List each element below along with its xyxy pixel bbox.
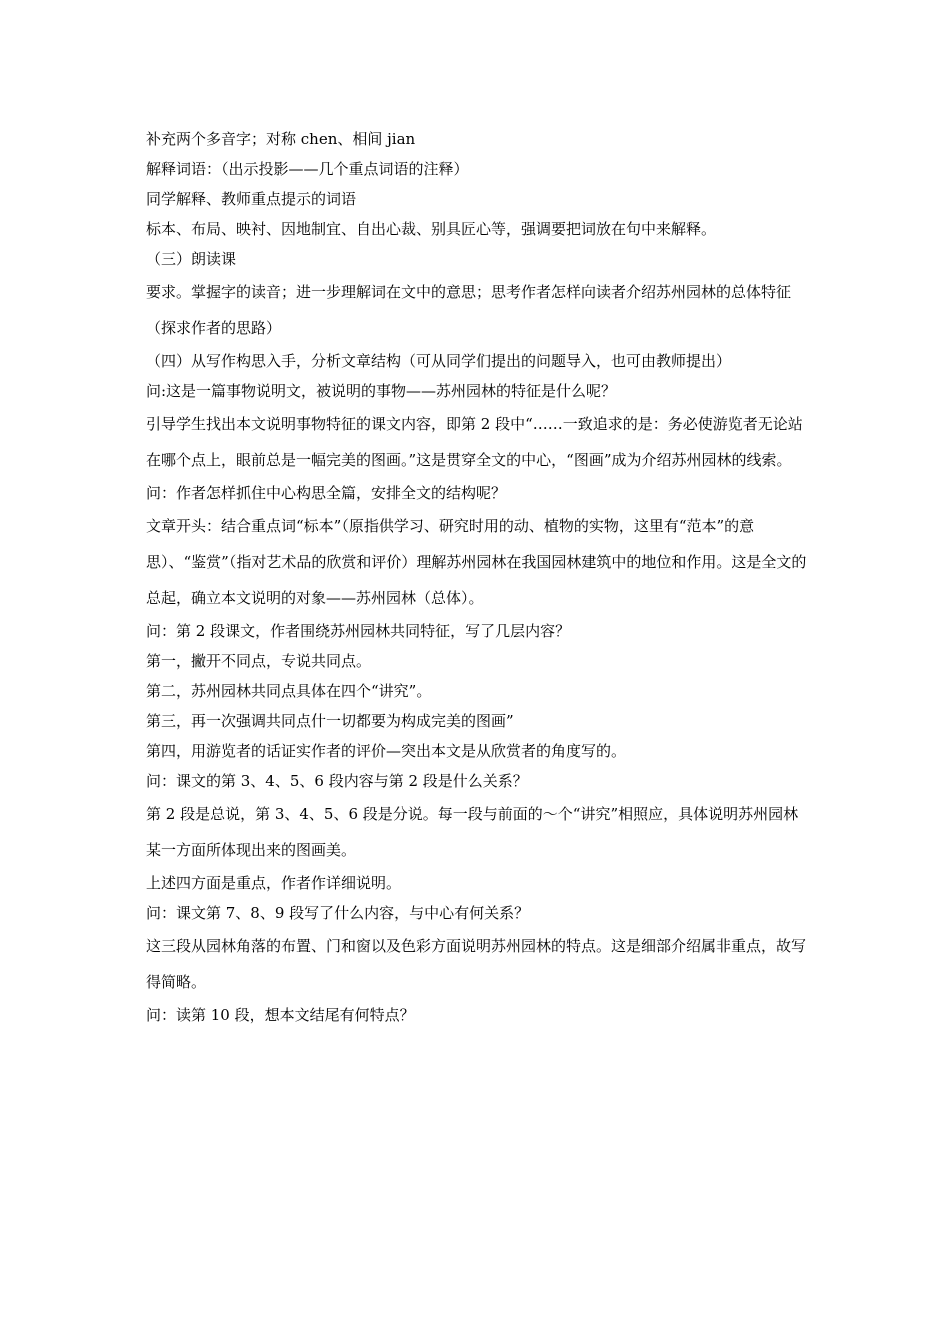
question-1: [146, 376, 811, 406]
paragraph-text: 补充两个多音字；对称 chen、相间 jian: [146, 130, 416, 148]
paragraph-student-explain: [146, 184, 811, 214]
paragraph-text: 要求。掌握字的读音；进一步理解词在文中的意思；思考作者怎样向读者介绍苏州园林的总体特征（探求作者的思路）: [146, 283, 792, 337]
paragraph-text: 第一，撇开不同点，专说共同点。: [146, 652, 372, 670]
paragraph-text: 问：作者怎样抓住中心构思全篇，安排全文的结构呢？: [146, 484, 507, 502]
paragraph-text: 问：课文第 7、8、9 段写了什么内容，与中心有何关系？: [146, 904, 530, 922]
paragraph-text: 问：课文的第 3、4、5、6 段内容与第 2 段是什么关系？: [146, 772, 528, 790]
paragraph-opening: [146, 508, 811, 616]
paragraph-text: 这三段从园林角落的布置、门和窗以及色彩方面说明苏州园林的特点。这是细部介绍属非重点，故写得简略。: [146, 937, 807, 991]
question-6: [146, 1000, 811, 1030]
paragraph-text: 同学解释、教师重点提示的词语: [146, 190, 357, 208]
paragraph-relation: [146, 796, 811, 868]
paragraph-text: 问：读第 10 段，想本文结尾有何特点？: [146, 1006, 415, 1024]
paragraph-guide: [146, 406, 811, 478]
paragraph-text: （四）从写作构思入手，分析文章结构（可从同学们提出的问题导入，也可由教师提出）: [146, 352, 732, 370]
point-3: [146, 706, 811, 736]
paragraph-text: 第三，再一次强调共同点什一切都要为构成完美的图画”: [146, 712, 514, 730]
paragraph-text: 文章开头：结合重点词“标本”（原指供学习、研究时用的动、植物的实物，这里有“范本”的意思）、“鉴赏”（指对艺术品的欣赏和评价）理解苏州园林在我国园林建筑中的地位和作用。这是全文的总起，确立本文说明的对象——苏州园林（总体）。: [146, 517, 807, 607]
document-body: [146, 124, 811, 1030]
paragraph-text: 解释词语：（出示投影——几个重点词语的注释）: [146, 160, 469, 178]
paragraph-text: 第 2 段是总说，第 3、4、5、6 段是分说。每一段与前面的～个“讲究”相照应，具体说明苏州园林某一方面所体现出来的图画美。: [146, 805, 799, 859]
paragraph-text: 第四，用游览者的话证实作者的评价—突出本文是从欣赏者的角度写的。: [146, 742, 627, 760]
question-2: [146, 478, 811, 508]
paragraph-requirements: [146, 274, 811, 346]
point-2: [146, 676, 811, 706]
paragraph-word-list: [146, 214, 811, 244]
paragraph-polyphonic: [146, 124, 811, 154]
paragraph-text: 第二，苏州园林共同点具体在四个“讲究”。: [146, 682, 432, 700]
paragraph-explain-words: [146, 154, 811, 184]
paragraph-text: 上述四方面是重点，作者作详细说明。: [146, 874, 402, 892]
paragraph-text: 引导学生找出本文说明事物特征的课文内容，即第 2 段中“……一致追求的是：务必使游览者无论站在哪个点上，眼前总是一幅完美的图画。”这是贯穿全文的中心，“图画”成为介绍苏州园林的线索。: [146, 415, 803, 469]
section-heading-4: [146, 346, 811, 376]
paragraph-details: [146, 928, 811, 1000]
question-4: [146, 766, 811, 796]
paragraph-emphasis: [146, 868, 811, 898]
paragraph-text: 标本、布局、映衬、因地制宜、自出心裁、别具匠心等，强调要把词放在句中来解释。: [146, 220, 717, 238]
paragraph-text: 问：第 2 段课文，作者围绕苏州园林共同特征，写了几层内容？: [146, 622, 571, 640]
question-3: [146, 616, 811, 646]
section-heading-3: [146, 244, 811, 274]
paragraph-text: （三）朗读课: [146, 250, 237, 268]
point-1: [146, 646, 811, 676]
paragraph-text: 问:这是一篇事物说明文，被说明的事物——苏州园林的特征是什么呢？: [146, 382, 617, 400]
point-4: [146, 736, 811, 766]
question-5: [146, 898, 811, 928]
